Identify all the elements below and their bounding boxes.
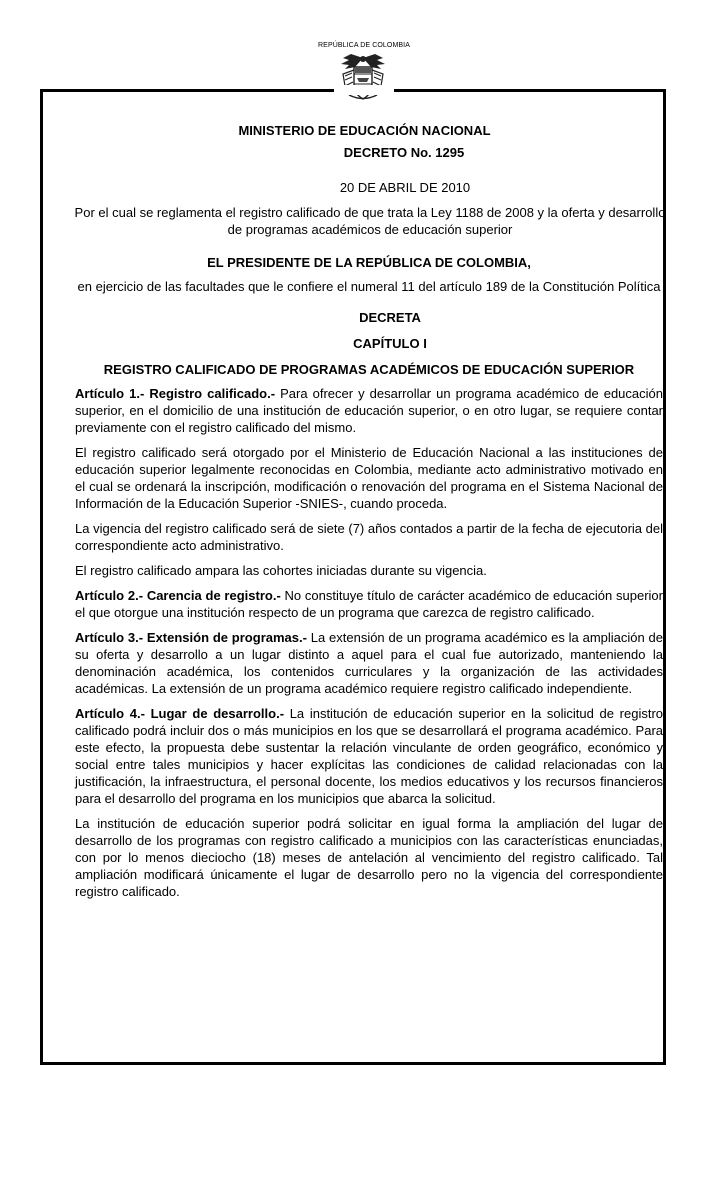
article-paragraph xyxy=(75,629,663,697)
paragraph-text: El registro calificado será otorgado por el Ministerio de Educación Nacional a las instituciones de educación superior legalmente reconocidas en Colombia, mediante acto administrativo motivado en el cual se ordenará la inscripción, modificación o renovación del programa en el Sistema Nacional de Información de la Educación Superior -SNIES-, cuando proceda. xyxy=(75,445,663,511)
president-heading: EL PRESIDENTE DE LA REPÚBLICA DE COLOMBIA, xyxy=(207,255,531,270)
paragraph-text: Para ofrecer y desarrollar un programa académico de educación superior, en el domicilio de una institución de educación superior, o en otro lugar, se requiere contar previamente con el registro calificado del mismo. xyxy=(75,386,663,435)
country-header: REPÚBLICA DE COLOMBIA xyxy=(318,42,410,49)
article-paragraph xyxy=(75,562,663,579)
paragraph-text: La institución de educación superior podrá solicitar en igual forma la ampliación del lugar de desarrollo de los programas con registro calificado a municipios con las características enunciadas, con por lo menos dieciocho (18) meses de antelación al vencimiento del registro calificado. Tal ampliación modificará únicamente el lugar de desarrollo pero no la vigencia del correspondiente registro calificado. xyxy=(75,816,663,899)
frame-gap xyxy=(334,85,394,95)
decree-body xyxy=(74,118,666,900)
article-title: Artículo 4.- Lugar de desarrollo.- xyxy=(75,706,285,721)
article-paragraph xyxy=(75,587,663,621)
article-title: Artículo 1.- Registro calificado.- xyxy=(75,386,276,401)
decree-purpose: Por el cual se reglamenta el registro calificado de que trata la Ley 1188 de 2008 y la oferta y desarrollo de programas académicos de educación superior xyxy=(74,205,666,237)
chapter-title: REGISTRO CALIFICADO DE PROGRAMAS ACADÉMICOS DE EDUCACIÓN SUPERIOR xyxy=(103,362,635,377)
decree-number: DECRETO No. 1295 xyxy=(343,145,465,160)
ministry-title: MINISTERIO DE EDUCACIÓN NACIONAL xyxy=(238,123,491,138)
decree-date: 20 DE ABRIL DE 2010 xyxy=(339,180,471,195)
article-paragraph xyxy=(75,385,663,436)
powers-statement: en ejercicio de las facultades que le confiere el numeral 11 del artículo 189 de la Constitución Política xyxy=(77,279,661,294)
article-title: Artículo 3.- Extensión de programas.- xyxy=(75,630,307,645)
paragraph-text: El registro calificado ampara las cohortes iniciadas durante su vigencia. xyxy=(75,563,487,578)
article-title: Artículo 2.- Carencia de registro.- xyxy=(75,588,281,603)
article-paragraph xyxy=(75,815,663,900)
article-paragraph xyxy=(75,444,663,512)
articles xyxy=(75,385,663,900)
paragraph-text: La extensión de un programa académico es la ampliación de su oferta y desarrollo a un lugar distinto a aquel para el cual fue autorizado, manteniendo la denominación académica, los contenidos curriculares y la organización de las actividades académicas. La extensión de un programa académico requiere registro calificado independiente. xyxy=(75,630,663,696)
paragraph-text: La vigencia del registro calificado será de siete (7) años contados a partir de la fecha de ejecutoria del correspondiente acto administrativo. xyxy=(75,521,663,553)
article-paragraph xyxy=(75,705,663,807)
paragraph-text: No constituye título de carácter académico de educación superior el que otorgue una institución respecto de un programa que carezca de registro calificado. xyxy=(75,588,663,620)
article-paragraph xyxy=(75,520,663,554)
decreta-heading: DECRETA xyxy=(359,310,421,325)
chapter-number: CAPÍTULO I xyxy=(353,336,427,351)
paragraph-text: La institución de educación superior en la solicitud de registro calificado podrá incluir dos o más municipios en los que se desarrollará el programa académico. Para este efecto, la propuesta debe sustentar la relación vinculante de orden geográfico, económico y social entre tales municipios y hacer explícitas las condiciones de calidad relacionadas con la justificación, la infraestructura, el personal docente, los medios educativos y los recursos financieros para el desarrollo del programa en los municipios que abarca la solicitud. xyxy=(75,706,664,806)
